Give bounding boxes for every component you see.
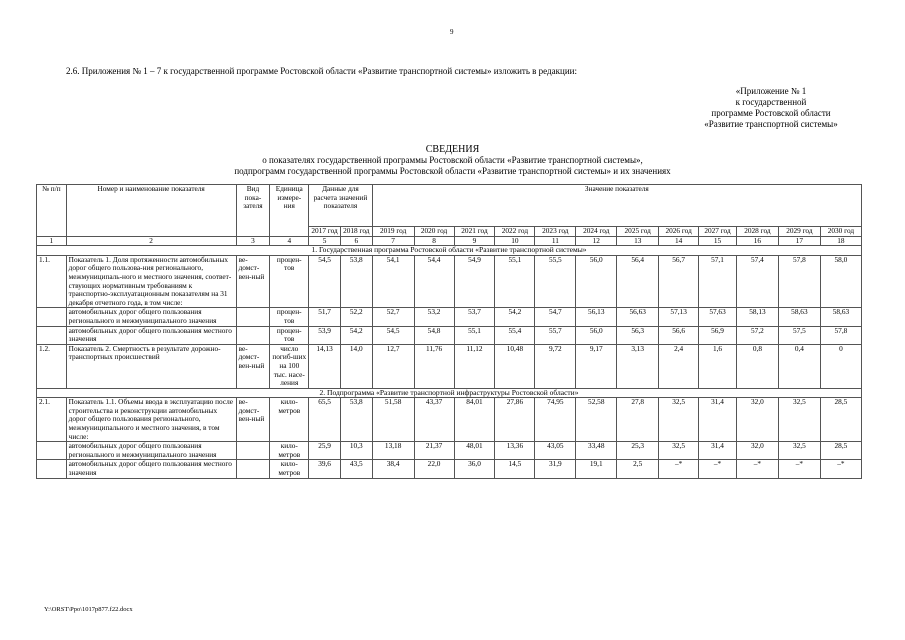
header-year: 2020 год: [414, 227, 454, 237]
annex-line: «Развитие транспортной системы»: [704, 119, 838, 129]
indicator-value: 58,0: [820, 255, 861, 308]
column-number: 1: [37, 236, 67, 246]
indicator-value: 10,3: [340, 442, 372, 460]
indicator-value: 54,2: [495, 308, 535, 326]
header-year: 2025 год: [617, 227, 659, 237]
column-number: 3: [236, 236, 270, 246]
table-row: [37, 460, 862, 478]
indicator-value: 28,5: [820, 398, 861, 442]
indicators-table: [36, 184, 862, 479]
header-values: Значение показателя: [372, 185, 861, 227]
indicator-value: 53,8: [340, 255, 372, 308]
indicator-value: 11,12: [454, 344, 495, 388]
column-number: 17: [778, 236, 820, 246]
row-number: [37, 442, 67, 460]
indicator-type: [236, 460, 270, 478]
indicator-value: –*: [778, 460, 820, 478]
indicator-value: 22,0: [414, 460, 454, 478]
indicator-value: 54,1: [372, 255, 414, 308]
indicator-unit: кило-метров: [270, 442, 309, 460]
indicator-value: 51,58: [372, 398, 414, 442]
indicator-type: ве-домст-вен-ный: [236, 398, 270, 442]
indicator-value: 57,13: [659, 308, 699, 326]
indicator-value: 54,4: [414, 255, 454, 308]
indicator-value: 56,3: [617, 326, 659, 344]
indicator-value: 57,2: [736, 326, 778, 344]
indicator-value: 55,5: [535, 255, 576, 308]
indicator-value: 25,3: [617, 442, 659, 460]
indicator-value: 55,7: [535, 326, 576, 344]
indicator-value: 43,05: [535, 442, 576, 460]
indicator-value: 51,7: [309, 308, 341, 326]
indicator-value: 0,4: [778, 344, 820, 388]
table-row: [37, 344, 862, 388]
indicator-value: 14,5: [495, 460, 535, 478]
header-year: 2019 год: [372, 227, 414, 237]
file-path: Y:\ORST\Ppo\1017p877.f22.docx: [44, 606, 133, 613]
header-year: 2027 год: [699, 227, 737, 237]
indicator-value: 53,8: [340, 398, 372, 442]
annex-line: программе Ростовской области: [711, 108, 831, 118]
row-number: 1.2.: [37, 344, 67, 388]
annex-line: к государственной: [735, 97, 807, 107]
indicator-unit: число погиб-ших на 100 тыс. насе-ления: [270, 344, 309, 388]
column-number: 14: [659, 236, 699, 246]
header-year: 2028 год: [736, 227, 778, 237]
indicator-value: 54,5: [372, 326, 414, 344]
row-number: [37, 460, 67, 478]
indicator-value: 14,13: [309, 344, 341, 388]
indicator-value: 56,6: [659, 326, 699, 344]
indicator-value: 53,9: [309, 326, 341, 344]
indicator-value: 43,37: [414, 398, 454, 442]
header-type: Вид пока-зателя: [236, 185, 270, 237]
indicator-value: 1,6: [699, 344, 737, 388]
page-number: 9: [450, 28, 454, 36]
indicator-value: 52,7: [372, 308, 414, 326]
indicator-type: ве-домст-вен-ный: [236, 255, 270, 308]
indicator-type: ве-домст-вен-ный: [236, 344, 270, 388]
indicator-value: 56,0: [576, 255, 617, 308]
indicator-value: 54,2: [340, 326, 372, 344]
indicator-value: 13,18: [372, 442, 414, 460]
table-row: [37, 255, 862, 308]
indicator-value: –*: [699, 460, 737, 478]
column-number: 18: [820, 236, 861, 246]
indicator-type: [236, 326, 270, 344]
indicator-type: [236, 442, 270, 460]
indicator-value: 31,4: [699, 398, 737, 442]
indicator-value: 27,86: [495, 398, 535, 442]
indicator-name: Показатель 2. Смертность в результате дорожно-транспортных происшествий: [66, 344, 236, 388]
indicator-value: 25,9: [309, 442, 341, 460]
indicator-value: 27,8: [617, 398, 659, 442]
indicator-value: 32,5: [659, 398, 699, 442]
column-number: 5: [309, 236, 341, 246]
column-number: 6: [340, 236, 372, 246]
indicator-value: 54,5: [309, 255, 341, 308]
intro-paragraph: 2.6. Приложения № 1 – 7 к государственной программе Ростовской области «Развитие транспортной системы» изложить в редакции:: [66, 66, 577, 76]
indicator-unit: кило-метров: [270, 460, 309, 478]
indicator-value: 74,95: [535, 398, 576, 442]
column-number: 13: [617, 236, 659, 246]
header-year: 2026 год: [659, 227, 699, 237]
indicator-name: автомобильных дорог общего пользования регионального и межмуниципального значения: [66, 308, 236, 326]
indicator-value: 2,5: [617, 460, 659, 478]
indicator-value: 32,0: [736, 442, 778, 460]
indicator-value: 13,36: [495, 442, 535, 460]
indicator-value: 56,7: [659, 255, 699, 308]
indicator-name: автомобильных дорог общего пользования регионального и межмуниципального значения: [66, 442, 236, 460]
indicator-name: автомобильных дорог общего пользования местного значения: [66, 460, 236, 478]
indicator-value: 38,4: [372, 460, 414, 478]
indicator-value: 57,8: [778, 255, 820, 308]
header-year: 2017 год: [309, 227, 341, 237]
column-number: 2: [66, 236, 236, 246]
indicator-value: 39,6: [309, 460, 341, 478]
indicator-value: 55,4: [495, 326, 535, 344]
header-no: № п/п: [37, 185, 67, 237]
indicator-value: 58,13: [736, 308, 778, 326]
indicator-value: 53,7: [454, 308, 495, 326]
column-number: 10: [495, 236, 535, 246]
indicator-value: 43,5: [340, 460, 372, 478]
header-base: Данные для расчета значений показателя: [309, 185, 372, 227]
header-year: 2022 год: [495, 227, 535, 237]
indicator-value: 11,76: [414, 344, 454, 388]
indicator-value: 19,1: [576, 460, 617, 478]
indicator-value: –*: [736, 460, 778, 478]
column-number: 16: [736, 236, 778, 246]
column-number: 15: [699, 236, 737, 246]
indicator-value: 57,5: [778, 326, 820, 344]
header-year: 2021 год: [454, 227, 495, 237]
header-year: 2018 год: [340, 227, 372, 237]
indicator-value: 0,8: [736, 344, 778, 388]
header-name: Номер и наименование показателя: [66, 185, 236, 237]
indicator-value: 33,48: [576, 442, 617, 460]
title-heading: СВЕДЕНИЯ: [425, 144, 480, 155]
indicator-value: 28,5: [820, 442, 861, 460]
indicator-value: 65,5: [309, 398, 341, 442]
indicator-value: 12,7: [372, 344, 414, 388]
title-line: подпрограмм государственной программы Ростовской области «Развитие транспортной системы» и их значениях: [234, 166, 671, 176]
indicator-name: автомобильных дорог общего пользования местного значения: [66, 326, 236, 344]
indicator-value: 55,1: [454, 326, 495, 344]
indicator-value: 57,8: [820, 326, 861, 344]
header-year: 2030 год: [820, 227, 861, 237]
indicator-unit: процен-тов: [270, 308, 309, 326]
indicator-value: 57,4: [736, 255, 778, 308]
header-year: 2023 год: [535, 227, 576, 237]
indicator-value: 54,7: [535, 308, 576, 326]
indicator-value: 14,0: [340, 344, 372, 388]
indicator-value: 32,0: [736, 398, 778, 442]
header-unit: Единица измере-ния: [270, 185, 309, 237]
indicator-value: 58,63: [820, 308, 861, 326]
indicator-unit: кило-метров: [270, 398, 309, 442]
indicator-value: 57,63: [699, 308, 737, 326]
indicator-value: 56,9: [699, 326, 737, 344]
indicator-value: 3,13: [617, 344, 659, 388]
indicator-value: 32,5: [778, 442, 820, 460]
section-title: 2. Подпрограмма «Развитие транспортной инфраструктуры Ростовской области»: [37, 388, 862, 398]
column-number: 7: [372, 236, 414, 246]
indicator-value: 10,48: [495, 344, 535, 388]
title-line: о показателях государственной программы Ростовской области «Развитие транспортной системы»,: [262, 155, 643, 165]
indicator-value: –*: [820, 460, 861, 478]
column-number: 12: [576, 236, 617, 246]
indicator-value: 31,4: [699, 442, 737, 460]
section-row: [37, 246, 862, 256]
column-number: 8: [414, 236, 454, 246]
indicator-value: 55,1: [495, 255, 535, 308]
indicator-value: 56,13: [576, 308, 617, 326]
indicator-value: 48,01: [454, 442, 495, 460]
column-number: 11: [535, 236, 576, 246]
indicator-value: 52,58: [576, 398, 617, 442]
indicator-value: 0: [820, 344, 861, 388]
indicator-value: 32,5: [659, 442, 699, 460]
indicator-name: Показатель 1. Доля протяженности автомобильных дорог общего пользова-ния регионального, межмуниципаль-ного и местного значения, соответ-ствующих нормативным требованиям к транспортно-эксплуатационным показателям на 31 декабря отчетного года, в том числе:: [66, 255, 236, 308]
indicator-value: 31,9: [535, 460, 576, 478]
indicator-value: 56,63: [617, 308, 659, 326]
row-number: 2.1.: [37, 398, 67, 442]
column-number: 4: [270, 236, 309, 246]
header-year: 2024 год: [576, 227, 617, 237]
indicator-value: 2,4: [659, 344, 699, 388]
row-number: [37, 308, 67, 326]
indicator-value: 21,37: [414, 442, 454, 460]
row-number: [37, 326, 67, 344]
indicator-value: –*: [659, 460, 699, 478]
annex-line: «Приложение № 1: [735, 86, 807, 96]
table-row: [37, 308, 862, 326]
column-number: 9: [454, 236, 495, 246]
indicator-unit: процен-тов: [270, 255, 309, 308]
indicator-value: 53,2: [414, 308, 454, 326]
document-title: [0, 144, 905, 177]
indicator-name: Показатель 1.1. Объемы ввода в эксплуатацию после строительства и реконструкции автомобильных дорог общего пользования регионального, межмуниципального и местного значения, в том числе:: [66, 398, 236, 442]
section-title: 1. Государственная программа Ростовской области «Развитие транспортной системы»: [37, 246, 862, 256]
header-year: 2029 год: [778, 227, 820, 237]
indicator-value: 54,9: [454, 255, 495, 308]
table-row: [37, 326, 862, 344]
annex-heading: [641, 86, 861, 130]
indicator-type: [236, 308, 270, 326]
indicator-value: 54,8: [414, 326, 454, 344]
indicator-value: 57,1: [699, 255, 737, 308]
indicator-unit: процен-тов: [270, 326, 309, 344]
indicator-value: 36,0: [454, 460, 495, 478]
row-number: 1.1.: [37, 255, 67, 308]
indicator-value: 32,5: [778, 398, 820, 442]
indicator-value: 9,17: [576, 344, 617, 388]
table-row: [37, 442, 862, 460]
table-row: [37, 398, 862, 442]
indicator-value: 9,72: [535, 344, 576, 388]
indicator-value: 56,0: [576, 326, 617, 344]
indicator-value: 52,2: [340, 308, 372, 326]
indicator-value: 84,01: [454, 398, 495, 442]
indicator-value: 58,63: [778, 308, 820, 326]
indicator-value: 56,4: [617, 255, 659, 308]
